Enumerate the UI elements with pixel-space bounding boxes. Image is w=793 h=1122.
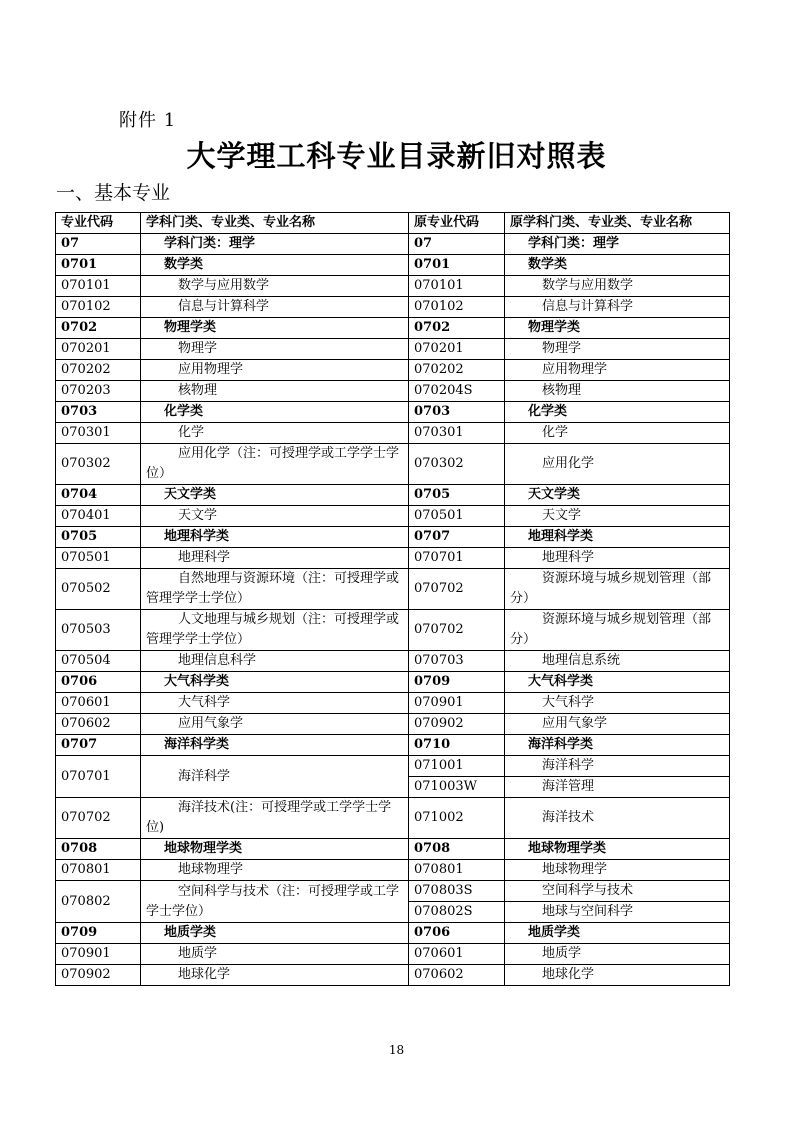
- code-cell: 070503: [56, 610, 141, 651]
- header-old-code: 原专业代码: [409, 213, 505, 234]
- old-code-cell: 070702: [409, 610, 505, 651]
- code-cell: 0701: [56, 255, 141, 276]
- old-name-cell: 物理学: [505, 339, 730, 360]
- code-cell: 070202: [56, 360, 141, 381]
- name-cell: 海洋科学: [141, 756, 409, 798]
- code-cell: 070302: [56, 444, 141, 485]
- old-name-cell: 地球与空间科学: [505, 902, 730, 923]
- old-name-cell: 资源环境与城乡规划管理（部分）: [505, 569, 730, 610]
- name-cell: 天文学: [141, 506, 409, 527]
- table-row: [56, 423, 730, 444]
- code-cell: 070902: [56, 965, 141, 986]
- old-name-cell: 资源环境与城乡规划管理（部分）: [505, 610, 730, 651]
- old-code-cell: 070302: [409, 444, 505, 485]
- old-name-cell: 数学类: [505, 255, 730, 276]
- attachment-label: 附件 1: [119, 110, 177, 131]
- code-cell: 070203: [56, 381, 141, 402]
- old-code-cell: 0705: [409, 485, 505, 506]
- old-code-cell: 070902: [409, 714, 505, 735]
- category-row: [56, 318, 730, 339]
- old-code-cell: 0701: [409, 255, 505, 276]
- code-cell: 070201: [56, 339, 141, 360]
- code-cell: 070901: [56, 944, 141, 965]
- table-row: [56, 548, 730, 569]
- old-name-cell: 应用气象学: [505, 714, 730, 735]
- old-name-cell: 空间科学与技术: [505, 881, 730, 902]
- old-code-cell: 070802S: [409, 902, 505, 923]
- category-row: [56, 234, 730, 255]
- old-code-cell: 070601: [409, 944, 505, 965]
- table-row: [56, 339, 730, 360]
- table-row: [56, 506, 730, 527]
- name-cell: 学科门类：理学: [141, 234, 409, 255]
- name-cell: 物理学: [141, 339, 409, 360]
- old-code-cell: 070301: [409, 423, 505, 444]
- old-name-cell: 地质学类: [505, 923, 730, 944]
- code-cell: 0703: [56, 402, 141, 423]
- page-number: 18: [388, 1043, 405, 1057]
- name-cell: 空间科学与技术（注：可授理学或工学学士学位）: [141, 881, 409, 923]
- table-row: [56, 798, 730, 839]
- old-name-cell: 地质学: [505, 944, 730, 965]
- old-code-cell: 070701: [409, 548, 505, 569]
- document-title: 大学理工科专业目录新旧对照表: [186, 139, 607, 173]
- old-code-cell: 071001: [409, 756, 505, 777]
- old-name-cell: 地理科学类: [505, 527, 730, 548]
- old-name-cell: 化学: [505, 423, 730, 444]
- code-cell: 070502: [56, 569, 141, 610]
- code-cell: 070701: [56, 756, 141, 798]
- old-code-cell: 070602: [409, 965, 505, 986]
- table-row: [56, 297, 730, 318]
- code-cell: 0704: [56, 485, 141, 506]
- old-code-cell: 070801: [409, 860, 505, 881]
- code-cell: 0706: [56, 672, 141, 693]
- old-name-cell: 数学与应用数学: [505, 276, 730, 297]
- name-cell: 地理科学: [141, 548, 409, 569]
- table-row: [56, 360, 730, 381]
- code-cell: 070702: [56, 798, 141, 839]
- table-row: [56, 714, 730, 735]
- header-code: 专业代码: [56, 213, 141, 234]
- major-comparison-table: [55, 212, 730, 986]
- old-name-cell: 海洋科学类: [505, 735, 730, 756]
- old-name-cell: 地球物理学: [505, 860, 730, 881]
- name-cell: 自然地理与资源环境（注：可授理学或管理学学士学位）: [141, 569, 409, 610]
- category-row: [56, 839, 730, 860]
- old-code-cell: 0710: [409, 735, 505, 756]
- name-cell: 数学类: [141, 255, 409, 276]
- old-code-cell: 070703: [409, 651, 505, 672]
- old-name-cell: 地球物理学类: [505, 839, 730, 860]
- old-name-cell: 应用物理学: [505, 360, 730, 381]
- old-name-cell: 地理科学: [505, 548, 730, 569]
- name-cell: 大气科学类: [141, 672, 409, 693]
- old-name-cell: 天文学类: [505, 485, 730, 506]
- table-row: [56, 381, 730, 402]
- old-code-cell: 070101: [409, 276, 505, 297]
- code-cell: 0709: [56, 923, 141, 944]
- category-row: [56, 255, 730, 276]
- code-cell: 070602: [56, 714, 141, 735]
- old-code-cell: 070501: [409, 506, 505, 527]
- name-cell: 地球化学: [141, 965, 409, 986]
- name-cell: 地球物理学类: [141, 839, 409, 860]
- header-old-name: 原学科门类、专业类、专业名称: [505, 213, 730, 234]
- code-cell: 070301: [56, 423, 141, 444]
- name-cell: 地质学类: [141, 923, 409, 944]
- code-cell: 0702: [56, 318, 141, 339]
- code-cell: 0705: [56, 527, 141, 548]
- old-name-cell: 核物理: [505, 381, 730, 402]
- table-row: [56, 944, 730, 965]
- old-name-cell: 大气科学类: [505, 672, 730, 693]
- category-row: [56, 923, 730, 944]
- old-name-cell: 信息与计算科学: [505, 297, 730, 318]
- name-cell: 数学与应用数学: [141, 276, 409, 297]
- table-row: [56, 610, 730, 651]
- old-code-cell: 070102: [409, 297, 505, 318]
- old-name-cell: 海洋科学: [505, 756, 730, 777]
- code-cell: 070504: [56, 651, 141, 672]
- old-name-cell: 天文学: [505, 506, 730, 527]
- old-code-cell: 071002: [409, 798, 505, 839]
- name-cell: 地理科学类: [141, 527, 409, 548]
- code-cell: 070101: [56, 276, 141, 297]
- old-code-cell: 0703: [409, 402, 505, 423]
- header-name: 学科门类、专业类、专业名称: [141, 213, 409, 234]
- code-cell: 070601: [56, 693, 141, 714]
- name-cell: 应用化学（注：可授理学或工学学士学位）: [141, 444, 409, 485]
- code-cell: 0708: [56, 839, 141, 860]
- category-row: [56, 735, 730, 756]
- name-cell: 化学类: [141, 402, 409, 423]
- table-row: [56, 756, 730, 777]
- name-cell: 海洋科学类: [141, 735, 409, 756]
- old-code-cell: 0709: [409, 672, 505, 693]
- old-code-cell: 07: [409, 234, 505, 255]
- table-row: [56, 444, 730, 485]
- code-cell: 070801: [56, 860, 141, 881]
- name-cell: 化学: [141, 423, 409, 444]
- table-row: [56, 651, 730, 672]
- code-cell: 070501: [56, 548, 141, 569]
- table-row: [56, 881, 730, 902]
- old-code-cell: 070201: [409, 339, 505, 360]
- name-cell: 大气科学: [141, 693, 409, 714]
- old-code-cell: 070204S: [409, 381, 505, 402]
- name-cell: 人文地理与城乡规划（注：可授理学或管理学学士学位）: [141, 610, 409, 651]
- name-cell: 应用气象学: [141, 714, 409, 735]
- old-name-cell: 物理学类: [505, 318, 730, 339]
- old-name-cell: 海洋管理: [505, 777, 730, 798]
- code-cell: 07: [56, 234, 141, 255]
- name-cell: 地理信息科学: [141, 651, 409, 672]
- old-code-cell: 070803S: [409, 881, 505, 902]
- section-heading: 一、基本专业: [56, 182, 171, 204]
- name-cell: 物理学类: [141, 318, 409, 339]
- old-code-cell: 070202: [409, 360, 505, 381]
- old-code-cell: 0707: [409, 527, 505, 548]
- name-cell: 应用物理学: [141, 360, 409, 381]
- old-code-cell: 071003W: [409, 777, 505, 798]
- name-cell: 天文学类: [141, 485, 409, 506]
- name-cell: 核物理: [141, 381, 409, 402]
- table-row: [56, 276, 730, 297]
- category-row: [56, 485, 730, 506]
- old-code-cell: 070702: [409, 569, 505, 610]
- old-name-cell: 化学类: [505, 402, 730, 423]
- code-cell: 070102: [56, 297, 141, 318]
- table-row: [56, 693, 730, 714]
- name-cell: 海洋技术(注：可授理学或工学学士学位): [141, 798, 409, 839]
- name-cell: 地质学: [141, 944, 409, 965]
- category-row: [56, 402, 730, 423]
- old-code-cell: 0708: [409, 839, 505, 860]
- code-cell: 0707: [56, 735, 141, 756]
- old-name-cell: 大气科学: [505, 693, 730, 714]
- table-body: [56, 213, 730, 986]
- old-name-cell: 海洋技术: [505, 798, 730, 839]
- table-row: [56, 860, 730, 881]
- table-row: [56, 965, 730, 986]
- table-header-row: [56, 213, 730, 234]
- old-name-cell: 地球化学: [505, 965, 730, 986]
- category-row: [56, 527, 730, 548]
- old-code-cell: 0706: [409, 923, 505, 944]
- name-cell: 信息与计算科学: [141, 297, 409, 318]
- code-cell: 070802: [56, 881, 141, 923]
- category-row: [56, 672, 730, 693]
- old-name-cell: 学科门类：理学: [505, 234, 730, 255]
- code-cell: 070401: [56, 506, 141, 527]
- old-name-cell: 地理信息系统: [505, 651, 730, 672]
- table-row: [56, 569, 730, 610]
- old-code-cell: 070901: [409, 693, 505, 714]
- old-code-cell: 0702: [409, 318, 505, 339]
- name-cell: 地球物理学: [141, 860, 409, 881]
- old-name-cell: 应用化学: [505, 444, 730, 485]
